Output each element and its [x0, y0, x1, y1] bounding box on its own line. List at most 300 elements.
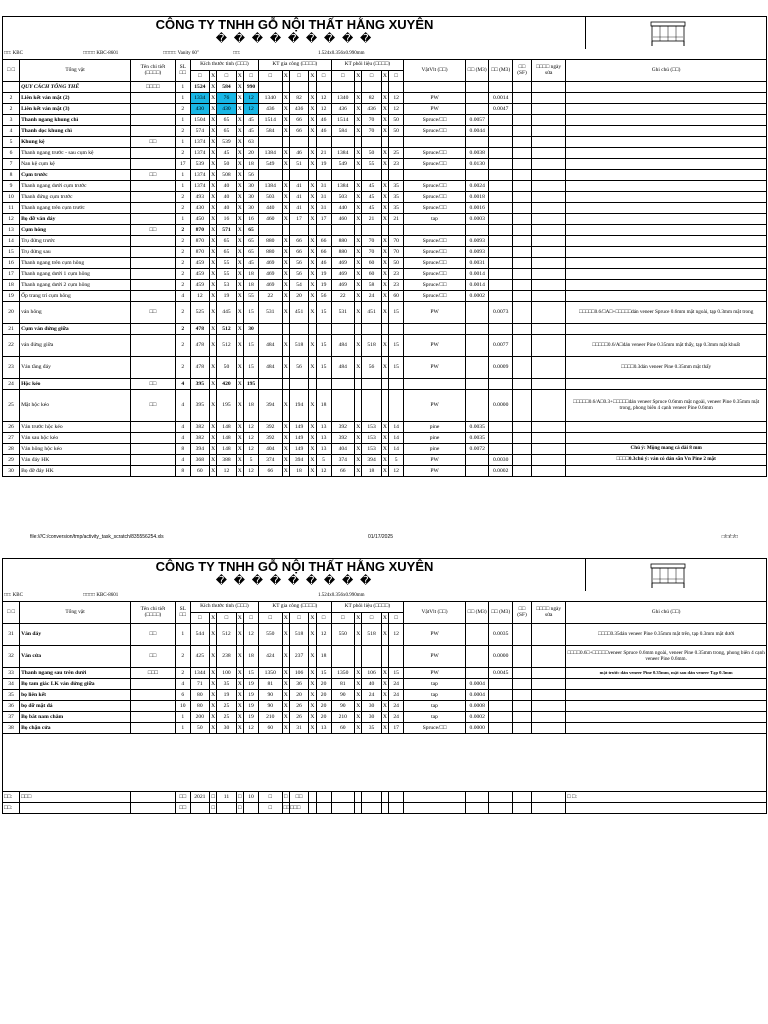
finished-width: 430	[217, 104, 236, 115]
x-mark: X	[355, 712, 362, 723]
mach-thickness	[316, 137, 331, 148]
header-dim: □	[316, 71, 331, 82]
finished-width: 512	[217, 624, 236, 646]
raw-width: 451	[362, 302, 381, 324]
x-mark	[309, 324, 316, 335]
material	[404, 137, 466, 148]
sign-cell	[532, 803, 566, 814]
material: Spruce/□□	[404, 236, 466, 247]
mach-length: 436	[259, 104, 282, 115]
part-name: Mặt hộc kéo	[20, 390, 131, 422]
finished-thickness: 45	[244, 126, 259, 137]
sign-cell	[331, 803, 354, 814]
sf-cell	[512, 433, 531, 444]
material: PW	[404, 390, 466, 422]
raw-thickness	[389, 390, 404, 422]
finished-length: 1334	[190, 93, 209, 104]
note-cell	[566, 148, 767, 159]
mach-thickness: 46	[316, 126, 331, 137]
raw-thickness: 14	[389, 422, 404, 433]
mach-length: 60	[259, 723, 282, 734]
mach-length: 404	[259, 444, 282, 455]
mach-thickness: 56	[316, 291, 331, 302]
raw-length: 880	[331, 247, 354, 258]
mach-length: 550	[259, 624, 282, 646]
footer-path: file:///C:/conversion/tmp/activity_task_scratch/835556254.xls	[30, 534, 164, 540]
note-cell: □□□□0.35dán veneer Pine 0.35mm mặt trên, tạp 0.3mm mặt dưới	[566, 624, 767, 646]
finished-length: 870	[190, 225, 209, 236]
x-mark: X	[381, 690, 388, 701]
raw-thickness	[389, 82, 404, 93]
part-name: Thanh ngang khung chì	[20, 115, 131, 126]
note-cell	[566, 159, 767, 170]
header-detail: Tên chi tiết (□□□□)	[131, 60, 176, 82]
x-mark: X	[209, 137, 216, 148]
date-cell	[532, 668, 566, 679]
finished-thickness: 45	[244, 258, 259, 269]
raw-width	[362, 137, 381, 148]
volume-b	[489, 433, 512, 444]
x-mark: X	[381, 214, 388, 225]
mach-thickness: 20	[316, 701, 331, 712]
company-subtitle-2: � � � � � � � � �	[215, 575, 374, 587]
row-number: 6	[3, 148, 20, 159]
x-mark: X	[236, 247, 243, 258]
sign-cell	[309, 803, 316, 814]
mach-width: 66	[289, 115, 308, 126]
sf-cell	[512, 280, 531, 291]
part-name: Thanh đứng cụm trước	[20, 192, 131, 203]
x-mark: X	[381, 712, 388, 723]
header-sf: □□ (SF)	[512, 60, 531, 82]
x-mark: X	[309, 679, 316, 690]
info-size: 1.524x0.356x0.990mm	[318, 51, 365, 56]
finished-width: 40	[217, 192, 236, 203]
table-row	[3, 302, 767, 324]
x-mark: X	[381, 335, 388, 357]
finished-width: 55	[217, 258, 236, 269]
finished-length: 60	[190, 466, 209, 477]
note-cell: mặt trước dán veneer Pine 0.35mm, mặt sau dán veneer Tạp 0.3mm	[566, 668, 767, 679]
volume-a	[465, 335, 488, 357]
raw-thickness: 12	[389, 624, 404, 646]
x-mark: X	[355, 466, 362, 477]
x-mark: X	[209, 433, 216, 444]
raw-length: 549	[331, 159, 354, 170]
x-mark: X	[381, 357, 388, 379]
raw-thickness: 21	[389, 214, 404, 225]
table-row	[3, 280, 767, 291]
mach-width: 26	[289, 701, 308, 712]
part-detail	[131, 247, 176, 258]
part-qty: 1	[175, 170, 190, 181]
x-mark: X	[309, 258, 316, 269]
raw-width: 21	[362, 214, 381, 225]
sign-cell	[465, 803, 488, 814]
mach-thickness: 15	[316, 668, 331, 679]
table-row	[3, 668, 767, 679]
note-cell: □□□□□0.6/A□dán veneer Pine 0.35mm mặt thấy, tạp 0.3mm mặt khuất	[566, 335, 767, 357]
volume-a: 0.0044	[465, 126, 488, 137]
volume-b	[489, 324, 512, 335]
table-row	[3, 335, 767, 357]
table-row	[3, 624, 767, 646]
volume-b: 0.0030	[489, 455, 512, 466]
finished-width: 571	[217, 225, 236, 236]
x-mark: X	[309, 433, 316, 444]
raw-thickness: 50	[389, 115, 404, 126]
x-mark	[355, 225, 362, 236]
header-stt: □ □	[3, 60, 20, 82]
mach-thickness: 19	[316, 280, 331, 291]
sign-mark: □	[259, 792, 282, 803]
finished-thickness: 12	[244, 422, 259, 433]
part-qty: 2	[175, 126, 190, 137]
finished-width: 50	[217, 357, 236, 379]
x-mark: X	[209, 701, 216, 712]
table-row	[3, 712, 767, 723]
part-detail: □□	[131, 390, 176, 422]
mach-width: 56	[289, 357, 308, 379]
x-mark: X	[282, 357, 289, 379]
part-detail	[131, 324, 176, 335]
mach-length: 484	[259, 335, 282, 357]
date-cell	[532, 444, 566, 455]
part-detail	[131, 148, 176, 159]
x-mark	[309, 170, 316, 181]
mach-length: 549	[259, 159, 282, 170]
mach-length: 424	[259, 646, 282, 668]
part-detail	[131, 723, 176, 734]
volume-b: 0.0002	[489, 466, 512, 477]
volume-b	[489, 291, 512, 302]
sign-cell	[355, 792, 362, 803]
x-mark: X	[236, 181, 243, 192]
note-cell	[566, 269, 767, 280]
raw-width: 40	[362, 679, 381, 690]
x-mark: X	[355, 214, 362, 225]
mach-thickness: 66	[316, 236, 331, 247]
row-number: 27	[3, 433, 20, 444]
date-cell	[532, 302, 566, 324]
x-mark: X	[282, 247, 289, 258]
part-detail	[131, 181, 176, 192]
volume-a: 0.0130	[465, 159, 488, 170]
part-detail	[131, 280, 176, 291]
x-mark: X	[355, 291, 362, 302]
volume-a	[465, 104, 488, 115]
volume-a: 0.0003	[465, 214, 488, 225]
finished-length: 71	[190, 679, 209, 690]
table-row	[3, 236, 767, 247]
finished-length: 1524	[190, 82, 209, 93]
raw-length: 66	[331, 466, 354, 477]
part-qty: 2	[175, 104, 190, 115]
finished-width: 19	[217, 291, 236, 302]
raw-width: 518	[362, 624, 381, 646]
finished-length: 870	[190, 247, 209, 258]
finished-length: 1504	[190, 115, 209, 126]
row-number: 2	[3, 93, 20, 104]
header-note: Ghi chú (□□)	[566, 60, 767, 82]
volume-a: 0.0008	[465, 701, 488, 712]
x-mark: X	[236, 379, 243, 390]
mach-thickness: 46	[316, 115, 331, 126]
part-detail	[131, 126, 176, 137]
mach-width	[289, 170, 308, 181]
table-row	[3, 455, 767, 466]
footer-date: 01/17/2025	[368, 534, 394, 540]
table-row	[3, 357, 767, 379]
mach-thickness: 12	[316, 466, 331, 477]
part-detail: □□	[131, 646, 176, 668]
x-mark: X	[236, 712, 243, 723]
date-cell	[532, 236, 566, 247]
part-detail	[131, 335, 176, 357]
volume-b	[489, 126, 512, 137]
x-mark	[355, 82, 362, 93]
sign-mark: □	[236, 792, 243, 803]
part-name: Thanh ngang trước - sau cụm kệ	[20, 148, 131, 159]
part-name: Trụ đứng sau	[20, 247, 131, 258]
raw-width: 70	[362, 126, 381, 137]
x-mark: X	[309, 357, 316, 379]
mach-thickness	[316, 82, 331, 93]
header-raw-size: KT phôi liệu (□□□□)	[331, 602, 404, 613]
x-mark: X	[236, 701, 243, 712]
finished-length: 459	[190, 269, 209, 280]
date-cell	[532, 701, 566, 712]
mach-length	[259, 82, 282, 93]
raw-thickness: 60	[389, 291, 404, 302]
raw-width: 24	[362, 690, 381, 701]
part-name: Cụm ván đứng giữa	[20, 324, 131, 335]
row-number: 20	[3, 302, 20, 324]
x-mark: X	[209, 679, 216, 690]
raw-thickness: 35	[389, 192, 404, 203]
part-qty: 2	[175, 148, 190, 159]
material: Spruce/□□	[404, 247, 466, 258]
header-dim: □	[389, 71, 404, 82]
part-detail	[131, 192, 176, 203]
x-mark: X	[209, 148, 216, 159]
x-mark: X	[282, 690, 289, 701]
material: Spruce/□□	[404, 115, 466, 126]
mach-width: 56	[289, 258, 308, 269]
finished-width: 25	[217, 701, 236, 712]
x-mark: X	[209, 690, 216, 701]
finished-width: 148	[217, 444, 236, 455]
note-cell	[566, 236, 767, 247]
x-mark: X	[282, 701, 289, 712]
part-detail: □□	[131, 170, 176, 181]
mach-width: 66	[289, 247, 308, 258]
note-cell	[566, 466, 767, 477]
volume-a: 0.0002	[465, 291, 488, 302]
finished-width: 30	[217, 723, 236, 734]
material: pine	[404, 433, 466, 444]
date-cell	[532, 712, 566, 723]
x-mark: X	[355, 159, 362, 170]
volume-a	[465, 390, 488, 422]
mach-length: 1384	[259, 148, 282, 159]
x-mark: X	[309, 280, 316, 291]
x-mark: X	[355, 280, 362, 291]
part-qty: 2	[175, 225, 190, 236]
volume-b	[489, 170, 512, 181]
x-mark: X	[236, 302, 243, 324]
table-row	[3, 444, 767, 455]
part-name: Cụm trước	[20, 170, 131, 181]
header-x: X	[381, 613, 388, 624]
mach-thickness	[316, 324, 331, 335]
x-mark: X	[309, 302, 316, 324]
mach-length: 374	[259, 455, 282, 466]
x-mark: X	[309, 723, 316, 734]
sf-cell	[512, 302, 531, 324]
part-name: Trụ đứng trước	[20, 236, 131, 247]
raw-length	[331, 379, 354, 390]
mach-thickness: 66	[316, 247, 331, 258]
note-cell: □□□□0.6□+□□□□□veneer Spruce 0.6mm ngoài, veneer Pine 0.35mm trong, phong biên 4 cạnh veneer Pine 0.6mm.	[566, 646, 767, 668]
raw-length	[331, 82, 354, 93]
x-mark: X	[236, 170, 243, 181]
sf-cell	[512, 104, 531, 115]
raw-width: 70	[362, 247, 381, 258]
part-detail	[131, 357, 176, 379]
sign-value: □□□	[20, 792, 131, 803]
finished-thickness: 15	[244, 357, 259, 379]
x-mark: X	[236, 236, 243, 247]
x-mark: X	[209, 646, 216, 668]
volume-b	[489, 379, 512, 390]
mach-thickness: 46	[316, 258, 331, 269]
finished-length: 1344	[190, 668, 209, 679]
x-mark	[282, 324, 289, 335]
volume-a	[465, 170, 488, 181]
sign-row-2	[3, 803, 767, 814]
part-qty: 17	[175, 159, 190, 170]
sf-cell	[512, 258, 531, 269]
date-cell	[532, 624, 566, 646]
x-mark: X	[282, 269, 289, 280]
sign-cell	[309, 792, 316, 803]
volume-b	[489, 444, 512, 455]
sign-cell	[131, 803, 176, 814]
volume-a: 0.0018	[465, 192, 488, 203]
volume-a	[465, 93, 488, 104]
finished-length: 525	[190, 302, 209, 324]
finished-width: 40	[217, 181, 236, 192]
volume-a: 0.0014	[465, 280, 488, 291]
x-mark: X	[355, 236, 362, 247]
volume-b	[489, 214, 512, 225]
mach-width: 518	[289, 335, 308, 357]
raw-width: 60	[362, 269, 381, 280]
volume-b	[489, 280, 512, 291]
mach-length: 66	[259, 466, 282, 477]
header-machining-size: KT gia công (□□□□)	[259, 60, 332, 71]
raw-length: 374	[331, 455, 354, 466]
x-mark: X	[309, 712, 316, 723]
date-cell	[532, 137, 566, 148]
raw-length: 550	[331, 624, 354, 646]
mach-width: 36	[289, 679, 308, 690]
date-cell	[532, 390, 566, 422]
sign-cell	[389, 803, 404, 814]
x-mark: X	[209, 170, 216, 181]
header-dim: □	[331, 613, 354, 624]
mach-thickness: 18	[316, 646, 331, 668]
mach-width: 46	[289, 148, 308, 159]
finished-thickness: 16	[244, 214, 259, 225]
part-detail	[131, 93, 176, 104]
part-qty: 2	[175, 236, 190, 247]
finished-thickness: 30	[244, 324, 259, 335]
date-cell	[532, 214, 566, 225]
finished-thickness: 12	[244, 624, 259, 646]
header-dim: □	[259, 71, 282, 82]
row-number: 2	[3, 104, 20, 115]
sign-label: □□:	[3, 792, 20, 803]
part-detail	[131, 214, 176, 225]
sign-cell	[489, 803, 512, 814]
raw-length	[331, 646, 354, 668]
mach-thickness: 13	[316, 422, 331, 433]
material: tap	[404, 214, 466, 225]
sf-cell	[512, 324, 531, 335]
raw-thickness	[389, 324, 404, 335]
table-row	[3, 324, 767, 335]
raw-width: 60	[362, 258, 381, 269]
row-number: 25	[3, 390, 20, 422]
volume-b	[489, 148, 512, 159]
x-mark: X	[381, 93, 388, 104]
sign-month: 11	[217, 792, 236, 803]
part-name: Thanh ngang dưới 1 cụm hông	[20, 269, 131, 280]
x-mark: X	[355, 302, 362, 324]
x-mark: X	[236, 668, 243, 679]
x-mark: X	[309, 181, 316, 192]
raw-width	[362, 646, 381, 668]
note-cell	[566, 93, 767, 104]
row-number: 23	[3, 357, 20, 379]
note-cell: Chú ý: Mộng mang cá dài 8 mm	[566, 444, 767, 455]
x-mark: X	[381, 115, 388, 126]
x-mark: X	[355, 269, 362, 280]
part-name: Ván đáy	[20, 624, 131, 646]
finished-length: 200	[190, 712, 209, 723]
volume-b	[489, 723, 512, 734]
note-cell	[566, 82, 767, 93]
raw-length: 404	[331, 444, 354, 455]
finished-thickness: 65	[244, 236, 259, 247]
mach-thickness: 13	[316, 444, 331, 455]
mach-length: 81	[259, 679, 282, 690]
raw-width: 58	[362, 280, 381, 291]
volume-b	[489, 137, 512, 148]
part-qty: 1	[175, 93, 190, 104]
x-mark: X	[236, 444, 243, 455]
sf-cell	[512, 690, 531, 701]
part-detail: □□	[131, 137, 176, 148]
x-mark: X	[236, 324, 243, 335]
volume-b	[489, 159, 512, 170]
finished-length: 493	[190, 192, 209, 203]
parts-table-2	[2, 601, 767, 814]
raw-length: 81	[331, 679, 354, 690]
x-mark: X	[236, 225, 243, 236]
